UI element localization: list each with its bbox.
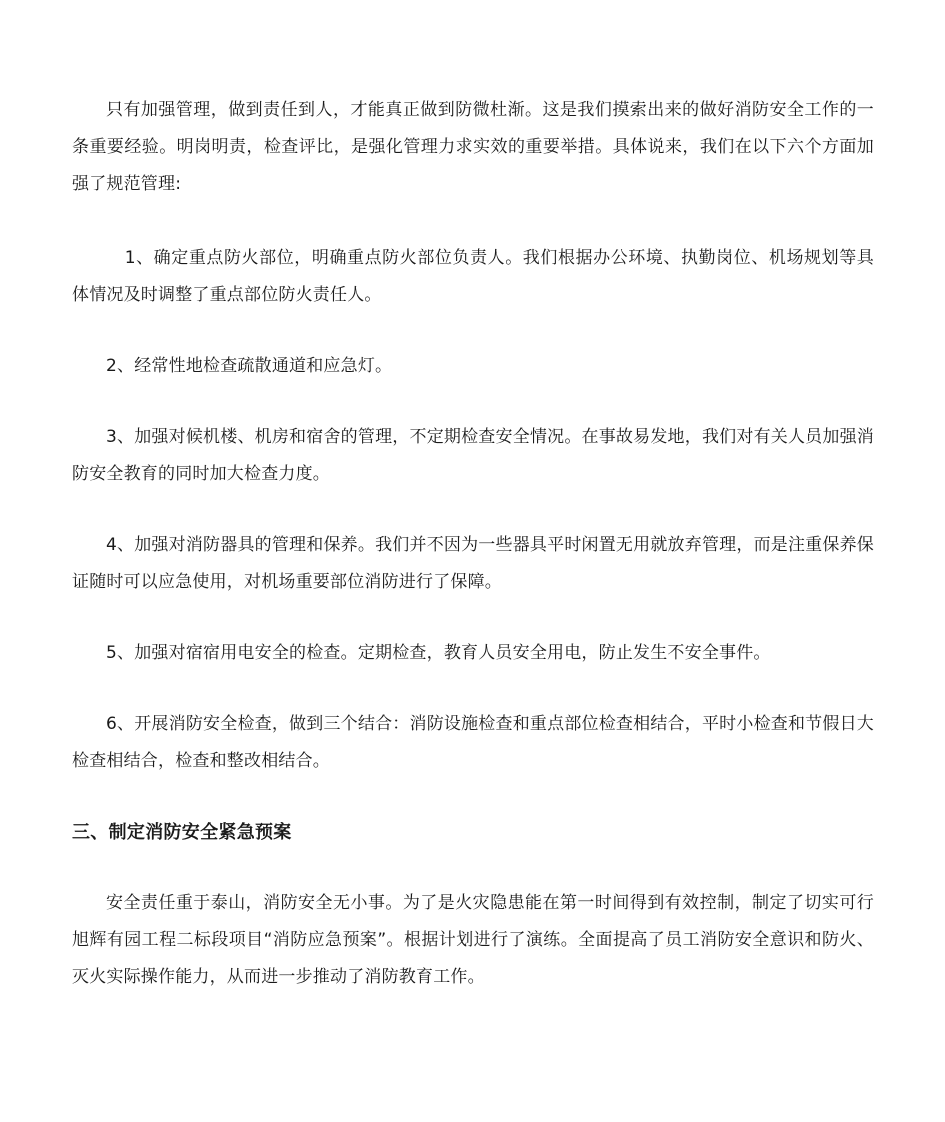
list-item-5: 5、加强对宿宿用电安全的检查。定期检查，教育人员安全用电，防止发生不安全事件。 xyxy=(106,643,771,663)
document-page xyxy=(72,92,874,996)
intro-paragraph: 只有加强管理，做到责任到人，才能真正做到防微杜渐。这是我们摸索出来的做好消防安全工作的一条重要经验。明岗明责，检查评比，是强化管理力求实效的重要举措。具体说来，我们在以下六个方面加强了规范管理: xyxy=(72,100,874,194)
list-item-1: 1、确定重点防火部位，明确重点防火部位负责人。我们根据办公环境、执勤岗位、机场规划等具体情况及时调整了重点部位防火责任人。 xyxy=(72,248,874,305)
section-heading: 三、制定消防安全紧急预案 xyxy=(72,822,292,843)
list-item-2: 2、经常性地检查疏散通道和应急灯。 xyxy=(106,356,393,376)
closing-paragraph: 安全责任重于泰山，消防安全无小事。为了是火灾隐患能在第一时间得到有效控制，制定了切实可行旭辉有园工程二标段项目“消防应急预案”。根据计划进行了演练。全面提高了员工消防安全意识和防火、灭火实际操作能力，从而进一步推动了消防教育工作。 xyxy=(72,893,874,987)
list-item-4: 4、加强对消防器具的管理和保养。我们并不因为一些器具平时闲置无用就放弃管理，而是注重保养保证随时可以应急使用，对机场重要部位消防进行了保障。 xyxy=(72,535,874,592)
list-item-6: 6、开展消防安全检查，做到三个结合：消防设施检查和重点部位检查相结合，平时小检查和节假日大检查相结合，检查和整改相结合。 xyxy=(72,714,874,771)
list-item-3: 3、加强对候机楼、机房和宿舍的管理，不定期检查安全情况。在事故易发地，我们对有关人员加强消防安全教育的同时加大检查力度。 xyxy=(72,427,874,484)
